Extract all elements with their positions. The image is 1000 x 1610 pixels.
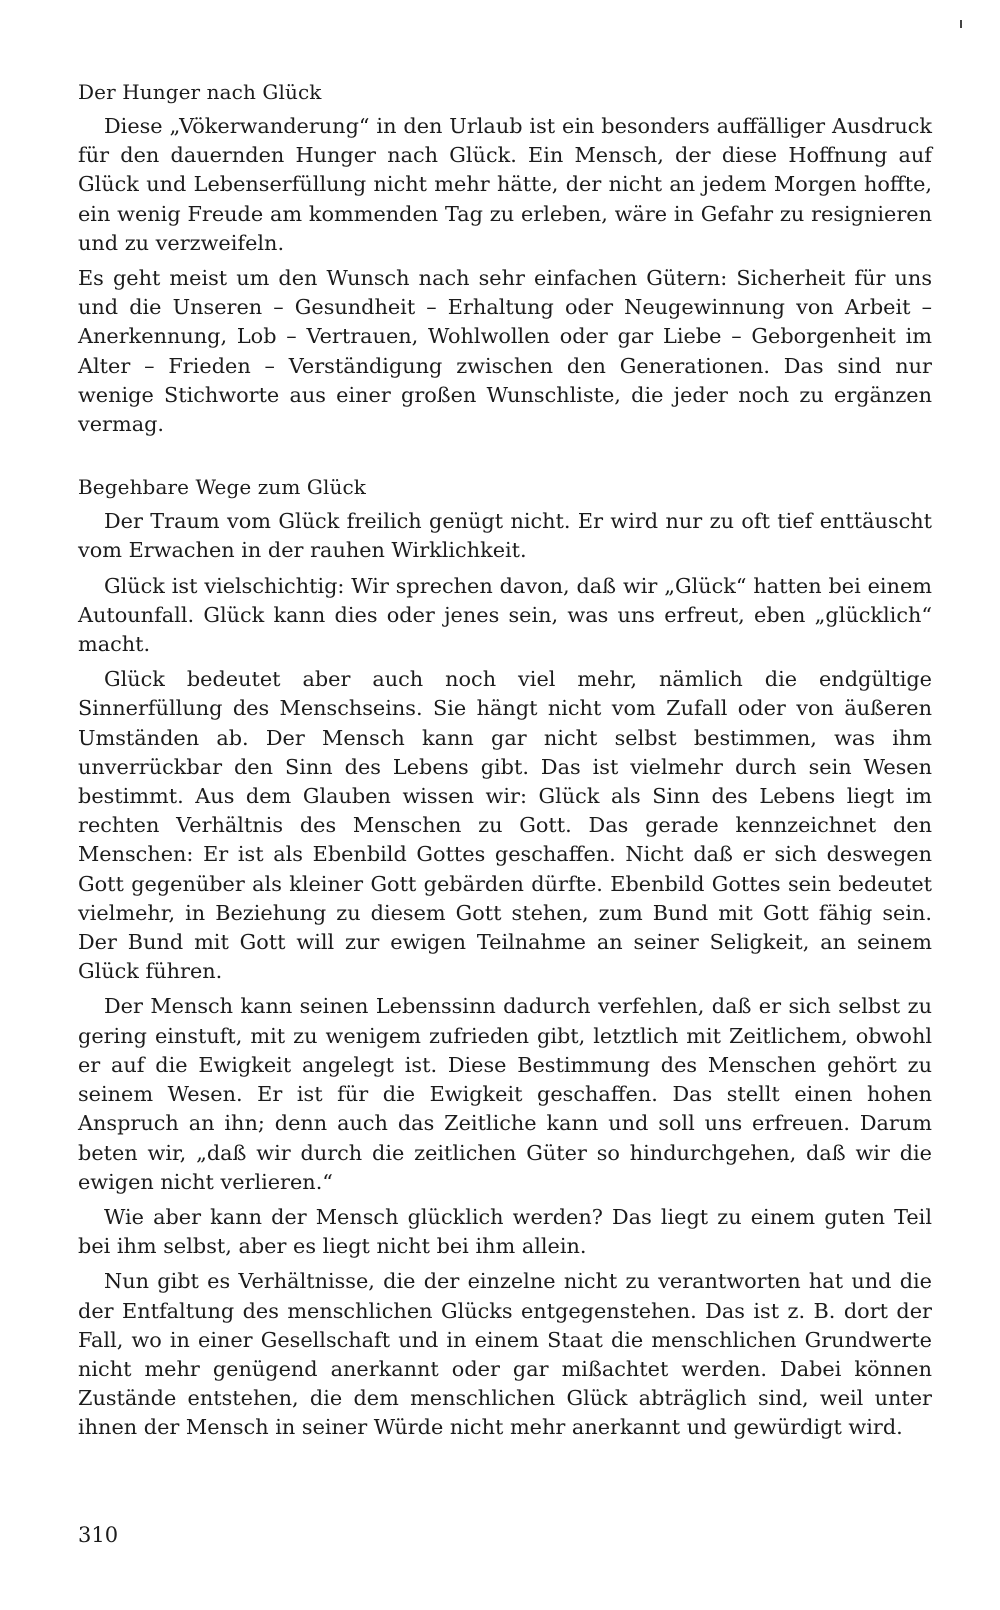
section-heading-hunger: Der Hunger nach Glück [78, 80, 322, 104]
margin-mark [960, 20, 962, 28]
paragraph: Der Traum vom Glück freilich genügt nicht. Er wird nur zu oft tief enttäuscht vom Erwachen in der rauhen Wirklichkeit. [78, 509, 932, 563]
paragraph: Wie aber kann der Mensch glücklich werden? Das liegt zu einem guten Teil bei ihm selbst, aber es liegt nicht bei ihm allein. [78, 1204, 932, 1259]
paragraph: Nun gibt es Verhältnisse, die der einzelne nicht zu verantworten hat und die der Entfaltung des menschlichen Glücks entgegenstehen. Das ist z. B. dort der Fall, wo in einer Gesellschaft und in einem Staat die menschlichen Grundwerte nicht mehr genügend anerkannt oder gar mißachtet werden. Dabei können Zustände entstehen, die dem menschlichen Glück abträglich sind, weil unter ihnen der Mensch in seiner Würde nicht mehr anerkannt und gewürdigt wird. [78, 1269, 932, 1440]
paragraph: Diese „Vökerwanderung“ in den Urlaub ist ein besonders auffälliger Ausdruck für den dauernden Hunger nach Glück. Ein Mensch, der diese Hoffnung auf Glück und Lebenserfüllung nicht mehr hätte, der nicht an jedem Morgen hoffte, ein wenig Freude am kommenden Tag zu erleben, wäre in Gefahr zu resignieren und zu verzweifeln. [78, 114, 932, 255]
page-number: 310 [78, 1523, 119, 1547]
section-heading-wege: Begehbare Wege zum Glück [78, 475, 367, 500]
paragraph: Der Mensch kann seinen Lebenssinn dadurch verfehlen, daß er sich selbst zu gering einstuft, mit zu wenigem zufrieden gibt, letztlich mit Zeitlichem, obwohl er auf die Ewigkeit angelegt ist. Diese Bestimmung des Menschen gehört zu seinem Wesen. Er ist für die Ewigkeit geschaffen. Das stellt einen hohen Anspruch an ihn; denn auch das Zeitliche kann und soll uns erfreuen. Darum beten wir, „daß wir durch die zeitlichen Güter so hindurchgehen, daß wir die ewigen nicht verlieren.“ [78, 994, 932, 1194]
paragraph: Glück ist vielschichtig: Wir sprechen davon, daß wir „Glück“ hatten bei einem Autounfall. Glück kann dies oder jenes sein, was uns erfreut, eben „glücklich“ macht. [78, 573, 932, 657]
paragraph: Es geht meist um den Wunsch nach sehr einfachen Gütern: Sicherheit für uns und die Unseren – Gesundheit – Erhaltung oder Neugewinnung von Arbeit – Anerkennung, Lob – Vertrauen, Wohlwollen oder gar Liebe – Geborgenheit im Alter – Frieden – Verständigung zwischen den Generationen. Das sind nur wenige Stichworte aus einer großen Wunschliste, die jeder noch zu ergänzen vermag. [78, 266, 932, 437]
paragraph: Glück bedeutet aber auch noch viel mehr, nämlich die endgültige Sinnerfüllung des Menschseins. Sie hängt nicht vom Zufall oder von äußeren Umständen ab. Der Mensch kann gar nicht selbst bestimmen, was ihm unverrückbar den Sinn des Lebens gibt. Das ist vielmehr durch sein Wesen bestimmt. Aus dem Glauben wissen wir: Glück als Sinn des Lebens liegt im rechten Verhältnis des Menschen zu Gott. Das gerade kennzeichnet den Menschen: Er ist als Ebenbild Gottes geschaffen. Nicht daß er sich deswegen Gott gegenüber als kleiner Gott gebärden dürfte. Ebenbild Gottes sein bedeutet vielmehr, in Beziehung zu diesem Gott stehen, zum Bund mit Gott fähig sein. Der Bund mit Gott will zur ewigen Teilnahme an seiner Seligkeit, an seinem Glück führen. [78, 667, 932, 984]
page-body [78, 78, 932, 1449]
